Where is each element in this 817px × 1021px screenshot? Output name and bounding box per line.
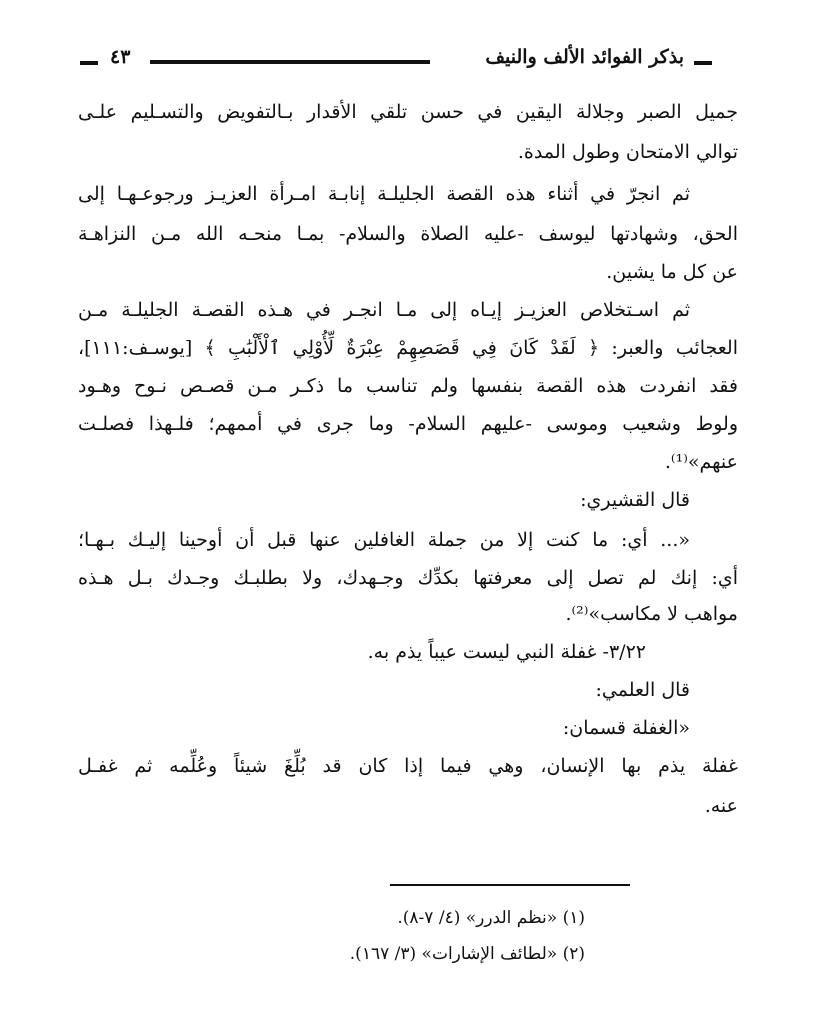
footnote: (٢) «لطائف الإشارات» (٣/ ١٦٧). <box>349 944 585 964</box>
text-line: ولوط وشعيب وموسى -عليهم السلام- وما جرى في أممهم؛ فلـهذا فصلـت <box>78 413 738 435</box>
header-dash-left <box>80 61 98 65</box>
text-line: جميل الصبر وجلالة اليقين في حسن تلقي الأقدار بـالتفويض والتسـليم علـى <box>78 101 738 123</box>
page-number: ٤٣ <box>110 46 131 68</box>
text-line: عن كل ما يشين. <box>606 261 738 283</box>
text-line: أي: إنك لم تصل إلى معرفتها بكدِّك وجـهدك، ولا بطلبـك وجـدك بـل هـذه <box>78 567 738 589</box>
text-line: قال العلمي: <box>595 679 690 701</box>
header-title: بذكر الفوائد الألف والنيف <box>485 46 684 68</box>
header-dash-right <box>694 61 712 65</box>
text-line: فقد انفردت هذه القصة بنفسها ولم تناسب ما ذكـر مـن قصـص نـوح وهـود <box>78 375 738 397</box>
text-line: توالي الامتحان وطول المدة. <box>517 141 738 163</box>
text-line: «الغفلة قسمان: <box>562 717 690 739</box>
text-line: عنهم»⁽¹⁾. <box>664 451 738 473</box>
text-line: غفلة يذم بها الإنسان، وهي فيما إذا كان قد بُلِّغَ شيئاً وعُلِّمه ثم غفـل <box>78 755 738 777</box>
running-header <box>80 42 730 82</box>
text-line: قال القشيري: <box>580 489 690 511</box>
text-line: الحق، وشهادتها ليوسف -عليه الصلاة والسلام- بمـا منحـه الله مـن النزاهـة <box>78 223 738 245</box>
header-rule <box>150 60 430 64</box>
text-line: العجائب والعبر: ﴿ لَقَدْ كَانَ فِي قَصَصِهِمْ عِبْرَةٌ لِّأُوْلِي ٱلْأَلْبَٰبِ ﴾ [يوسـف:١١١]، <box>78 337 738 359</box>
footnote: (١) «نظم الدرر» (٤/ ٧-٨). <box>397 908 585 928</box>
section-heading: ٣/٢٢- غفلة النبي ليست عيباً يذم به. <box>367 641 646 663</box>
text-line: «... أي: ما كنت إلا من جملة الغافلين عنها قبل أن أوحينا إليـك بـهـا؛ <box>78 529 690 551</box>
text-line: ثم انجرّ في أثناء هذه القصة الجليلـة إنابـة امـرأة العزيـز ورجوعـهـا إلى <box>78 183 690 205</box>
text-line: ثم اسـتخلاص العزيـز إيـاه إلى مـا انجـر في هـذه القصـة الجليلـة مـن <box>78 299 690 321</box>
footnote-separator <box>390 884 630 886</box>
text-line: مواهب لا مكاسب»⁽²⁾. <box>565 603 738 625</box>
text-line: عنه. <box>704 795 738 817</box>
